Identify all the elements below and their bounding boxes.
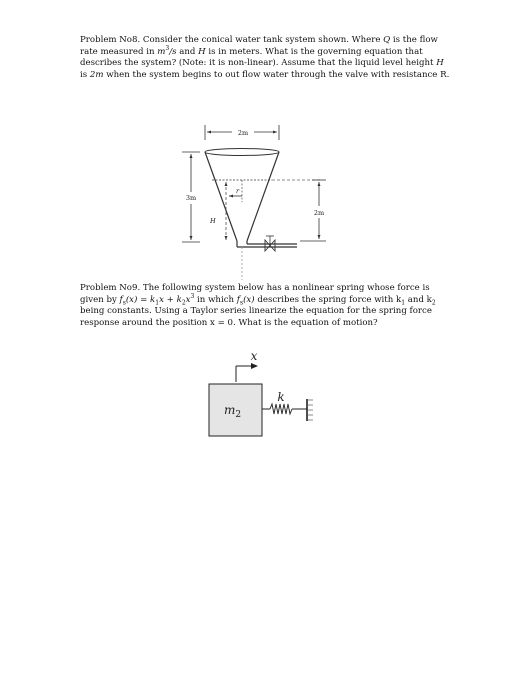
mass-label-m: m	[224, 403, 236, 417]
p9-text-3: describes the spring force with k	[254, 294, 402, 305]
p8-unit-exp: 3	[165, 44, 170, 52]
p8-q: Q	[383, 35, 391, 45]
problem-9-heading: Problem No9.	[80, 283, 141, 293]
left-height-label: 3m	[185, 194, 197, 202]
radius-label: r	[236, 187, 240, 195]
p9-eq-k1: 1	[155, 299, 160, 307]
p8-h: H	[198, 46, 206, 57]
width-arrow-right	[273, 131, 277, 134]
left-arrow-up	[190, 154, 193, 158]
p9-fs-rest: (x)	[243, 294, 255, 305]
k-label: k	[277, 390, 285, 404]
p9-eq-k2: 2	[181, 299, 186, 307]
conical-tank-figure	[182, 125, 326, 280]
level-arrow-up	[225, 182, 228, 186]
p8-text-2: is the flow rate measured in	[80, 35, 438, 57]
level-label: H	[210, 217, 216, 225]
p9-text-5: being constants. Using a Taylor series linearize the equation for the spring force response around the position x = 0. What is the equation of motion?	[80, 306, 432, 328]
right-height-label: 2m	[313, 209, 325, 217]
x-label: x	[250, 349, 258, 363]
p9-eq-x3: x	[185, 294, 191, 305]
left-arrow-down	[190, 236, 193, 240]
p8-unit-m: m	[157, 46, 166, 57]
spring-coil	[270, 404, 292, 414]
p9-eq-sub: s	[122, 299, 126, 307]
p8-unit-s: /s	[169, 46, 177, 57]
p8-text-1: Consider the conical water tank system shown. Where	[140, 35, 384, 45]
level-arrow-down	[225, 236, 228, 240]
width-arrow-left	[207, 131, 211, 134]
position-arrow-head	[251, 363, 258, 369]
right-arrow-up	[318, 182, 321, 186]
p9-text-4: and k	[405, 294, 432, 305]
p9-eq-f: f	[119, 294, 123, 305]
mass-label-sub: 2	[235, 410, 242, 420]
p9-text-2: in which	[194, 294, 237, 305]
p8-text-5: is	[80, 69, 90, 80]
p8-text-6: when the system begins to out flow water through the valve with resistance R.	[103, 69, 450, 80]
problem-9-text	[80, 283, 452, 329]
problem-8-heading: Problem No8.	[80, 35, 141, 45]
p9-k2: 2	[431, 299, 436, 307]
p8-h2: H	[436, 58, 444, 69]
mass-spring-figure	[209, 363, 313, 436]
p9-fs: f	[236, 294, 240, 305]
p9-eq-mid: x + k	[159, 294, 182, 305]
p9-k1: 1	[401, 299, 406, 307]
p8-text-4: is in meters. What is the governing equation that describes the system? (Note: it is non-linear). Assume that the liquid level height	[80, 46, 437, 69]
p9-fs-sub: s	[239, 299, 244, 307]
p9-eq-exp: 3	[190, 292, 195, 300]
p9-text-1: The following system below has a nonlinear spring whose force is given by	[80, 283, 430, 305]
cone-top-rim	[205, 149, 279, 156]
radius-arrow	[229, 195, 233, 198]
right-arrow-down	[318, 235, 321, 239]
p9-eq-rest: (x) = k	[125, 294, 156, 305]
p8-text-3: and	[176, 46, 199, 57]
p8-h-val: 2m	[89, 69, 104, 80]
cone-right-wall	[247, 152, 279, 241]
top-width-label: 2m	[237, 129, 249, 137]
